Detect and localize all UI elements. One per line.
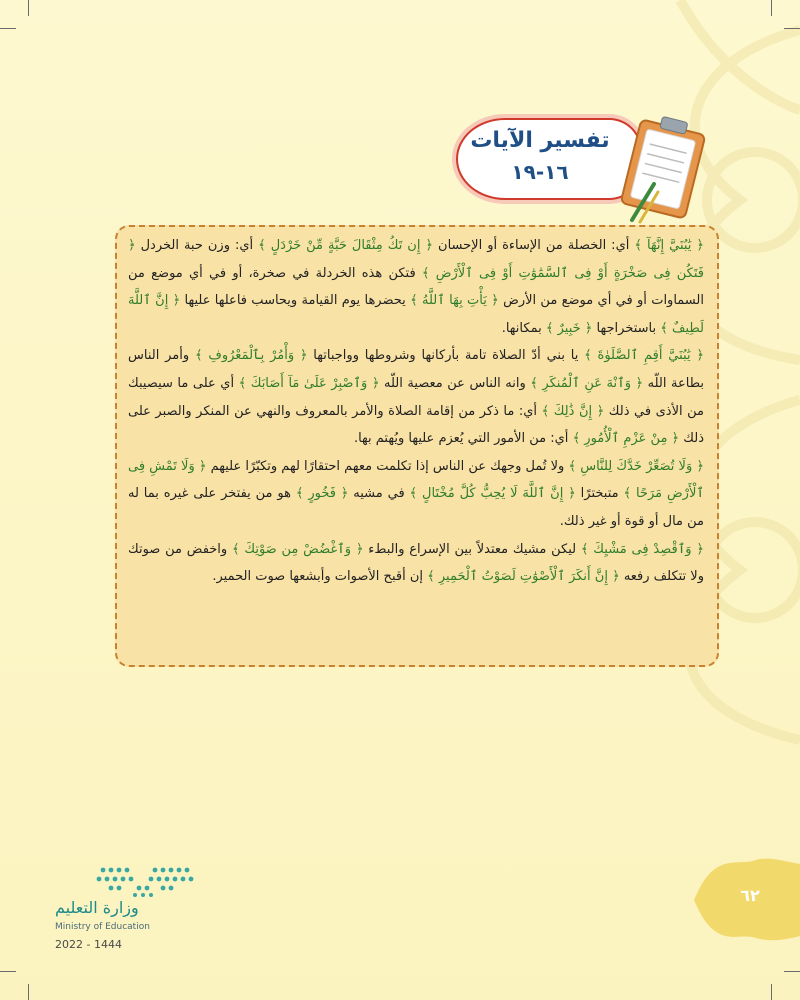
quran-verse: ﴿ إِنَّ ٱللَّهَ لَطِيفٌ ﴾ <box>128 293 704 336</box>
explanation-paragraph <box>128 342 704 452</box>
crop-mark <box>784 28 800 29</box>
crop-mark <box>784 971 800 972</box>
explanation-segment: يا بني أدّ الصلاة تامة بأركانها وشروطها وواجباتها <box>307 348 585 364</box>
explanation-segment: أي: الخصلة من الإساءة أو الإحسان <box>433 238 635 253</box>
quran-verse: ﴿ وَلَا تَمْشِ فِى ٱلْأَرْضِ مَرَحًا ﴾ <box>128 458 704 502</box>
quran-verse: ﴿ يَأْتِ بِهَا ٱللَّهُ ﴾ <box>410 293 499 309</box>
quran-verse: ﴿ خَبِيرٌ ﴾ <box>545 320 593 336</box>
explanation-segment: وانه الناس عن معصية اللّه <box>379 375 531 391</box>
explanation-segment: أي: من الأمور التي يُعزم عليها ويُهتم بها. <box>353 431 573 447</box>
quran-verse: ﴿ فَتَكُن فِى صَخْرَةٍ أَوْ فِى ٱلسَّمَٰوَٰتِ أَوْ فِى ٱلْأَرْضِ ﴾ <box>128 238 704 281</box>
explanation-segment: هو من يفتخر على غيره بما له من مال أو قوة أو غير ذلك. <box>128 486 704 529</box>
explanation-segment: أي على ما سيصيبك من الأذى في ذلك <box>128 375 704 419</box>
explanation-segment: في مشيه <box>348 486 410 502</box>
page-number: ٦٢ <box>740 886 760 905</box>
explanation-text <box>128 232 704 591</box>
quran-verse: ﴿ يَٰبُنَيَّ إِنَّهَآ ﴾ <box>634 238 705 253</box>
explanation-paragraph <box>128 453 704 536</box>
quran-verse: ﴿ مِنْ عَزْمِ ٱلْأُمُورِ ﴾ <box>572 431 680 447</box>
academic-year: 2022 - 1444 <box>55 938 122 951</box>
ministry-logo-icon <box>95 864 195 898</box>
crop-mark <box>771 0 772 16</box>
explanation-segment: إن أقبح الأصوات وأبشعها صوت الحمير. <box>212 569 428 585</box>
explanation-segment: واخفض من صوتك ولا تتكلف رفعه <box>128 541 704 585</box>
quran-verse: ﴿ إِن تَكُ مِثْقَالَ حَبَّةٍ مِّنْ خَرْدَلٍ ﴾ <box>258 238 434 253</box>
crop-mark <box>28 984 29 1000</box>
explanation-segment: أي: وزن حبة الخردل <box>135 238 259 253</box>
crop-mark <box>28 0 29 16</box>
explanation-segment: باستخراجها <box>592 320 661 336</box>
explanation-segment: ليكن مشيك معتدلاً بين الإسراع والبطء <box>363 541 581 557</box>
crop-mark <box>0 971 16 972</box>
explanation-segment: متبخترًا <box>575 486 624 502</box>
quran-verse: ﴿ فَخُورٍ ﴾ <box>295 486 349 502</box>
explanation-segment: وأمر الناس بطاعة اللّه <box>128 348 704 391</box>
quran-verse: ﴿ إِنَّ أَنكَرَ ٱلْأَصْوَٰتِ لَصَوْتُ ٱلْحَمِيرِ ﴾ <box>427 569 620 585</box>
explanation-segment: فتكن هذه الخردلة في صخرة، أو في أي موضع من السماوات أو في أي موضع من الأرض <box>128 265 704 309</box>
quran-verse: ﴿ وَأْمُرْ بِٱلْمَعْرُوفِ ﴾ <box>194 348 308 364</box>
ministry-name-ar: وزارة التعليم <box>55 898 139 917</box>
explanation-segment: بمكانها. <box>501 320 546 336</box>
quran-verse: ﴿ وَٱغْضُضْ مِن صَوْتِكَ ﴾ <box>231 541 364 557</box>
quran-verse: ﴿ وَٱصْبِرْ عَلَىٰ مَآ أَصَابَكَ ﴾ <box>238 375 380 391</box>
quran-verse: ﴿ وَلَا تُصَعِّرْ خَدَّكَ لِلنَّاسِ ﴾ <box>568 458 704 474</box>
crop-mark <box>771 984 772 1000</box>
explanation-segment: ولا تُمل وجهك عن الناس إذا تكلمت معهم احتقارًا لهم وتكبّرًا عليهم <box>206 458 569 474</box>
quran-verse: ﴿ يَٰبُنَيَّ أَقِمِ ٱلصَّلَوٰةَ ﴾ <box>584 348 704 364</box>
explanation-paragraph <box>128 232 704 342</box>
section-title: تفسير الآيات <box>470 128 610 153</box>
crop-mark <box>0 28 16 29</box>
quran-verse: ﴿ وَٱنْهَ عَنِ ٱلْمُنكَرِ ﴾ <box>530 375 644 391</box>
ministry-name-en: Ministry of Education <box>55 922 150 932</box>
quran-verse: ﴿ إِنَّ ٱللَّهَ لَا يُحِبُّ كُلَّ مُخْتَالٍ ﴾ <box>409 486 576 502</box>
explanation-segment: يحضرها يوم القيامة ويحاسب فاعلها عليها <box>180 293 411 309</box>
quran-verse: ﴿ إِنَّ ذَٰلِكَ ﴾ <box>541 403 605 419</box>
verse-range: ١٦-١٩ <box>511 160 569 184</box>
clipboard-icon <box>612 112 712 224</box>
explanation-paragraph <box>128 536 704 591</box>
quran-verse: ﴿ وَٱقْصِدْ فِى مَشْيِكَ ﴾ <box>580 541 704 557</box>
explanation-segment: أي: ما ذكر من إقامة الصلاة والأمر بالمعروف والنهي عن المنكر والصبر على ذلك <box>128 403 704 447</box>
